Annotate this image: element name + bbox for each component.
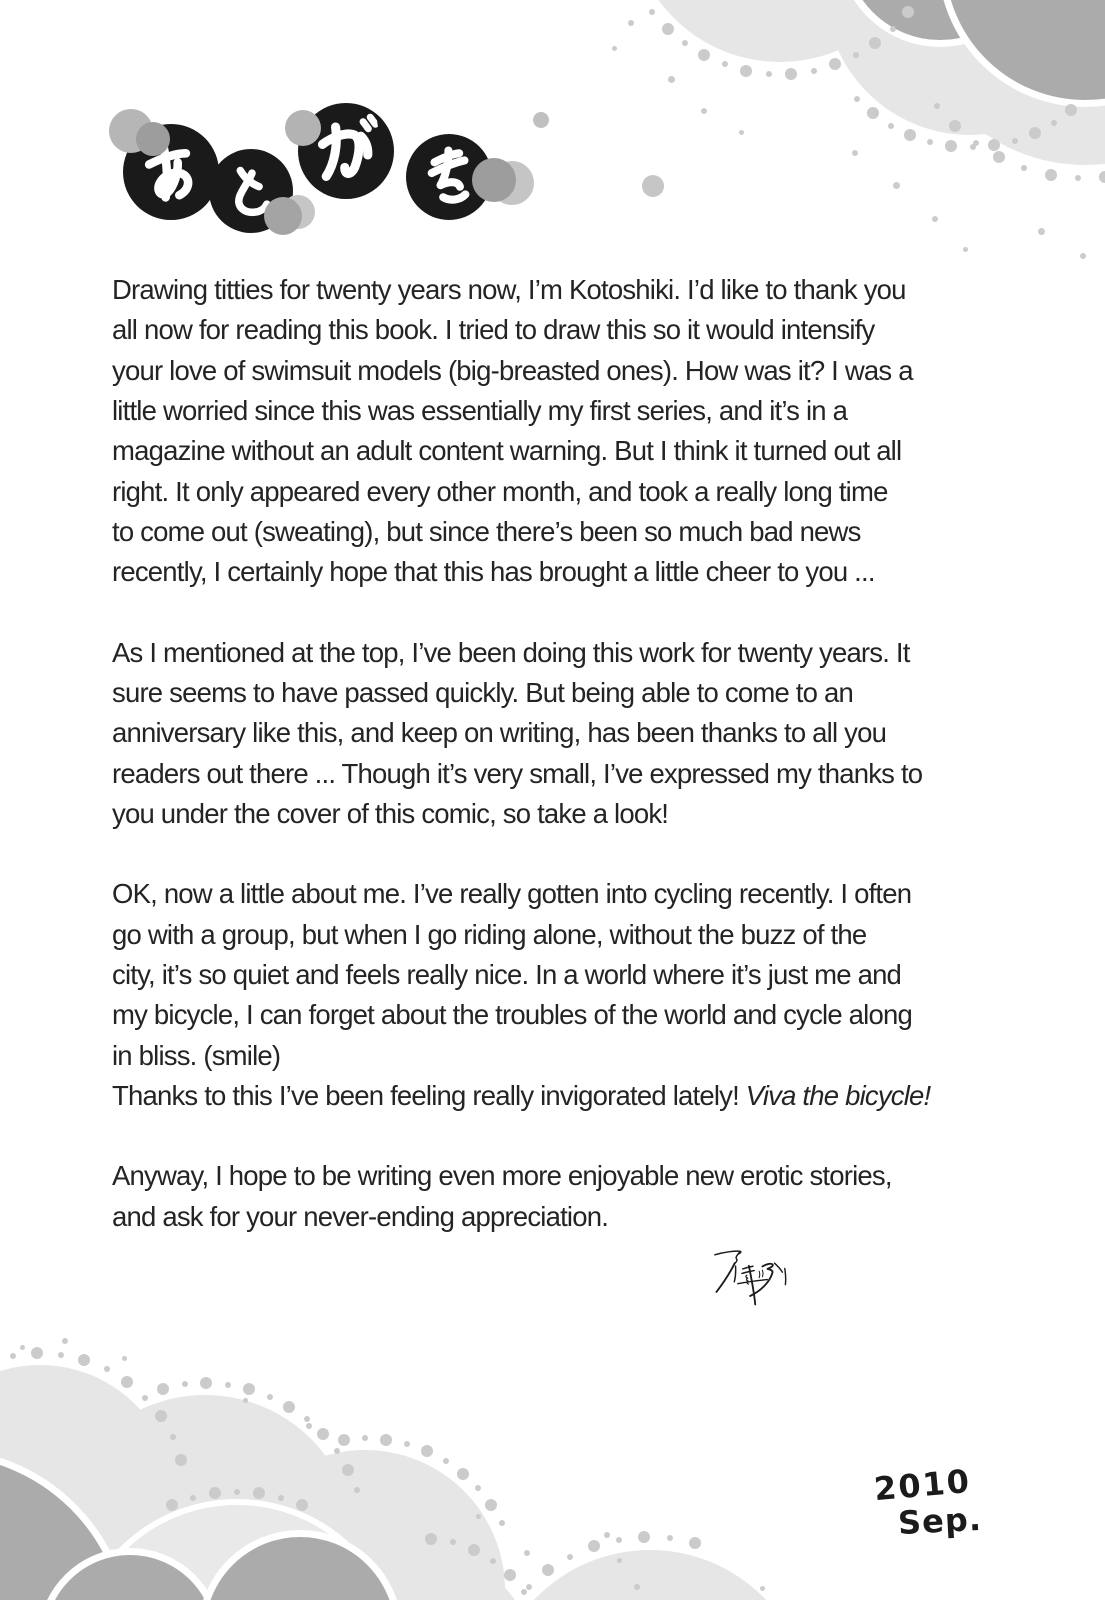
afterword-text xyxy=(112,270,1032,1277)
speckle-dot xyxy=(701,108,707,114)
speckle-dot xyxy=(739,130,744,135)
lace-dot xyxy=(362,1435,368,1441)
lace-dot xyxy=(1045,169,1057,181)
accent-dot xyxy=(642,175,664,197)
lace-dot xyxy=(766,71,772,77)
speckle-dot xyxy=(243,1398,248,1403)
lace-dot xyxy=(190,1495,196,1501)
lace-dot xyxy=(740,65,752,77)
lace-dot xyxy=(225,1382,231,1388)
text-line: OK, now a little about me. I’ve really gotten into cycling recently. I often xyxy=(112,878,912,910)
lace-dot xyxy=(988,139,1000,151)
lace-dot xyxy=(1021,165,1027,171)
lace-dot xyxy=(475,1485,481,1491)
speckle-dot xyxy=(1080,253,1086,259)
lace-dot xyxy=(78,1354,90,1366)
lace-dot xyxy=(649,9,655,15)
speckle-dot xyxy=(760,1586,765,1591)
lace-dot xyxy=(521,1589,527,1595)
speckle-dot xyxy=(476,1514,481,1519)
lace-dot xyxy=(425,1533,437,1545)
text-line: your love of swimsuit models (big-breasted ones). How was it? I was a xyxy=(112,354,913,386)
lace-dot xyxy=(829,58,841,70)
accent-circle xyxy=(264,197,302,235)
lace-dot xyxy=(785,68,797,80)
text-line: you under the cover of this comic, so take a look! xyxy=(112,797,669,829)
lace-dot xyxy=(200,1377,212,1389)
paragraph xyxy=(112,1156,1032,1237)
lace-dot xyxy=(927,139,933,145)
lace-dot xyxy=(1029,127,1041,139)
lace-dot xyxy=(234,1489,240,1495)
lace-dot xyxy=(867,107,879,119)
lace-dot xyxy=(421,1445,433,1457)
lace-dot xyxy=(317,1428,329,1440)
text-line: magazine without an adult content warning. But I think it turned out all xyxy=(112,435,902,467)
text-line: As I mentioned at the top, I’ve been doing this work for twenty years. It xyxy=(112,636,910,668)
accent-circle xyxy=(472,158,516,202)
text-line: right. It only appeared every other month, and took a really long time xyxy=(112,475,888,507)
lace-dot xyxy=(499,1520,505,1526)
lace-dot xyxy=(904,129,916,141)
lace-dot xyxy=(182,1381,188,1387)
emphasis-italic: Viva the bicycle! xyxy=(745,1079,931,1111)
accent-circle xyxy=(136,122,170,156)
lace-dot xyxy=(468,1544,480,1556)
speckle-dot xyxy=(62,1338,68,1344)
lace-dot xyxy=(1075,175,1081,181)
text-line: go with a group, but when I go riding alone, without the buzz of the xyxy=(112,918,867,950)
lace-dot xyxy=(404,1441,410,1447)
lace-dot xyxy=(155,1410,167,1422)
lace-dot xyxy=(443,1458,449,1464)
lace-dot xyxy=(567,1554,573,1560)
text-line: Drawing titties for twenty years now, I’m Kotoshiki. I’d like to thank you xyxy=(112,274,906,305)
speckle-dot xyxy=(634,1584,640,1590)
speckle-dot xyxy=(668,76,675,83)
text-line: sure seems to have passed quickly. But being able to come to an xyxy=(112,676,853,708)
lace-dot xyxy=(338,1434,350,1446)
lace-dot xyxy=(457,1468,469,1480)
text-line: to come out (sweating), but since there’s been so much bad news xyxy=(112,515,861,547)
lace-dot xyxy=(504,1569,516,1581)
speckle-dot xyxy=(1038,228,1045,235)
lace-dot xyxy=(380,1434,392,1446)
lace-dot xyxy=(698,49,710,61)
speckle-dot xyxy=(963,247,968,252)
lace-dot xyxy=(142,1395,148,1401)
lace-dot xyxy=(278,1495,284,1501)
speckle-dot xyxy=(524,1550,530,1556)
lace-dot xyxy=(993,151,1005,163)
speckle-dot xyxy=(932,216,938,222)
speckle-dot xyxy=(122,1356,127,1361)
speckle-dot xyxy=(628,20,634,26)
speckle-dot xyxy=(306,1423,312,1429)
lace-dot xyxy=(945,140,957,152)
lace-dot xyxy=(354,1487,360,1493)
text-line: in bliss. (smile) xyxy=(112,1039,281,1071)
lace-dot xyxy=(888,123,894,129)
lace-dot xyxy=(934,103,940,109)
lace-dot xyxy=(10,1353,16,1359)
text-line: anniversary like this, and keep on writing, has been thanks to all you xyxy=(112,717,887,749)
text-line: city, it’s so quiet and feels really nice. In a world where it’s just me and xyxy=(112,958,902,990)
lace-dot xyxy=(811,68,817,74)
paragraph xyxy=(112,270,1032,593)
lace-dot xyxy=(526,1584,532,1590)
lace-dot xyxy=(949,120,961,132)
text-line: little worried since this was essentially my first series, and it’s in a xyxy=(112,394,848,426)
lace-dot xyxy=(1099,171,1105,183)
lace-dot xyxy=(157,1383,169,1395)
lace-dot xyxy=(662,23,674,35)
text-line: all now for reading this book. I tried to draw this so it would intensify xyxy=(112,314,875,346)
accent-circle xyxy=(285,110,321,146)
lace-dot xyxy=(722,61,728,67)
lace-dot xyxy=(542,1564,554,1576)
emphasis-regular: Thanks to this I’ve been feeling really invigorated lately! xyxy=(112,1079,746,1111)
lace-dot xyxy=(682,40,688,46)
lace-dot xyxy=(243,1383,255,1395)
lace-dot xyxy=(1051,120,1057,126)
speckle-dot xyxy=(893,182,900,189)
lace-dot xyxy=(170,1434,176,1440)
lace-dot xyxy=(342,1464,354,1476)
text-line: my bicycle, I can forget about the troubles of the world and cycle along xyxy=(112,999,912,1031)
lace-dot xyxy=(902,6,914,18)
lace-dot xyxy=(304,1416,310,1422)
text-line: recently, I certainly hope that this has brought a little cheer to you ... xyxy=(112,556,875,588)
lace-dot xyxy=(334,1448,340,1454)
accent-dot xyxy=(533,112,549,128)
lace-dot xyxy=(31,1347,43,1359)
lace-dot xyxy=(58,1352,64,1358)
lace-dot xyxy=(890,26,896,32)
lace-dot xyxy=(854,96,860,102)
text-line-emphasis xyxy=(112,1076,1032,1116)
lace-dot xyxy=(296,1499,308,1511)
signature-date-month: Sep. xyxy=(897,1499,983,1543)
signature-date-year: 2010 xyxy=(872,1461,973,1509)
lace-dot xyxy=(166,1499,178,1511)
lace-dot xyxy=(175,1454,187,1466)
lace-dot xyxy=(485,1499,497,1511)
lace-dot xyxy=(267,1394,273,1400)
paragraph xyxy=(112,633,1032,835)
lace-dot xyxy=(283,1401,295,1413)
lace-dot xyxy=(973,140,979,146)
text-line: and ask for your never-ending appreciation. xyxy=(112,1200,609,1232)
speckle-dot xyxy=(852,150,858,156)
lace-dot xyxy=(104,1366,110,1372)
lace-dot xyxy=(1012,138,1018,144)
lace-dot xyxy=(121,1376,133,1388)
lace-dot xyxy=(490,1558,496,1564)
text-line: Anyway, I hope to be writing even more enjoyable new erotic stories, xyxy=(112,1160,892,1192)
paragraph xyxy=(112,874,1032,1116)
speckle-dot xyxy=(612,46,617,51)
speckle-dot xyxy=(20,1345,25,1350)
text-line: readers out there ... Though it’s very small, I’ve expressed my thanks to xyxy=(112,757,923,789)
lace-dot xyxy=(588,1540,600,1552)
